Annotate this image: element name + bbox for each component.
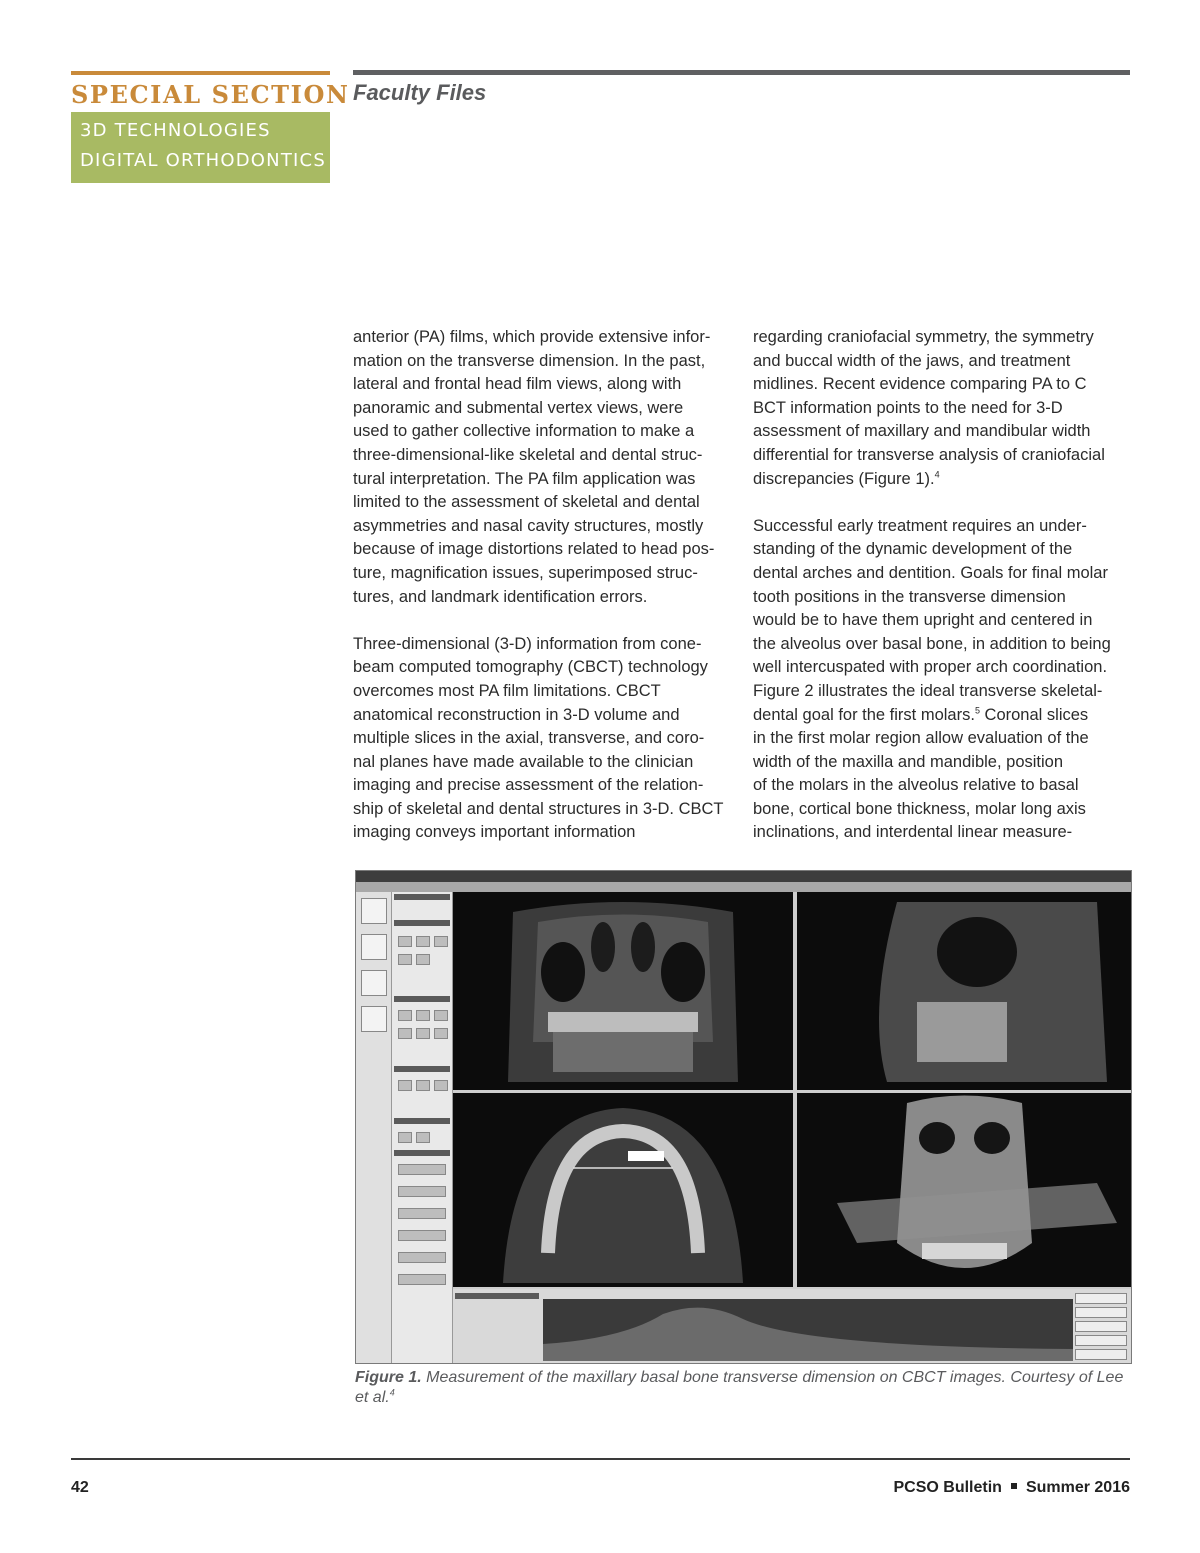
reference-marker: 4 — [389, 1387, 395, 1398]
skull-3d-render — [797, 1093, 1131, 1287]
figure-mini-icon — [398, 1028, 412, 1039]
text-line: of the molars in the alveolus relative to basal — [753, 776, 1079, 795]
publication-name: PCSO Bulletin — [893, 1479, 1002, 1496]
text-line: imaging and precise assessment of the relation- — [353, 776, 704, 795]
paragraph-gap — [353, 609, 733, 633]
figure-caption — [355, 1368, 1135, 1408]
text-line: nal planes have made available to the clinician — [353, 752, 694, 771]
figure-mini-icon — [398, 936, 412, 947]
figure-mini-icon — [434, 1028, 448, 1039]
coronal-slice-image — [453, 892, 793, 1090]
paragraph-gap — [753, 491, 1133, 515]
text-line: in the first molar region allow evaluation of the — [753, 729, 1089, 748]
figure-histogram — [543, 1299, 1073, 1361]
text-line: regarding craniofacial symmetry, the symmetry — [753, 328, 1094, 346]
figure-mini-icon — [416, 1132, 430, 1143]
figure-button-column — [1075, 1293, 1131, 1363]
text-line: Three-dimensional (3-D) information from cone- — [353, 634, 702, 653]
text-line: tural interpretation. The PA film application was — [353, 469, 696, 488]
figure-toolbar — [356, 882, 1131, 892]
sagittal-slice-image — [797, 892, 1131, 1090]
figure-viewport-coronal — [453, 892, 793, 1090]
text-line: beam computed tomography (CBCT) technology — [353, 658, 708, 677]
figure-mini-icon — [416, 1080, 430, 1091]
text-line: BCT information points to the need for 3-D — [753, 398, 1063, 417]
footer-rule — [71, 1458, 1130, 1460]
figure-mini-icon — [398, 1010, 412, 1021]
figure-viewport-3d — [797, 1093, 1131, 1287]
figure-mini-button — [1075, 1335, 1127, 1346]
figure-mini-icon — [398, 1164, 446, 1175]
text-line: ship of skeletal and dental structures in 3-D. CBCT — [353, 799, 724, 818]
figure-panel-header — [394, 1150, 450, 1156]
section-topic-box — [71, 112, 330, 183]
text-line — [753, 468, 1133, 492]
text-line: would be to have them upright and centered in — [753, 611, 1093, 630]
separator-square-icon — [1011, 1483, 1017, 1489]
figure-mini-button — [1075, 1321, 1127, 1332]
figure-viewport-axial — [453, 1093, 793, 1287]
figure-tool-icon — [361, 934, 387, 960]
text-line: standing of the dynamic development of the — [753, 540, 1073, 559]
column-title: Faculty Files — [353, 80, 487, 105]
figure-mini-icon — [398, 1132, 412, 1143]
text-line: differential for transverse analysis of craniofacial — [753, 445, 1105, 464]
text-line-body: dental goal for the first molars. — [753, 705, 975, 724]
text-line: multiple slices in the axial, transverse, and coro- — [353, 729, 705, 748]
figure-mini-button — [1075, 1349, 1127, 1360]
text-line: Figure 2 illustrates the ideal transverse skeletal- — [753, 681, 1103, 700]
text-line: Successful early treatment requires an under- — [753, 516, 1087, 535]
figure-mini-icon — [434, 1080, 448, 1091]
text-line: mation on the transverse dimension. In the past, — [353, 351, 706, 370]
special-section-label: SPECIAL SECTION — [71, 80, 350, 109]
figure-mini-icon — [416, 1010, 430, 1021]
figure-window-titlebar — [356, 871, 1131, 882]
text-line: well intercuspated with proper arch coordination. — [753, 658, 1108, 677]
figure-caption-label: Figure 1. — [355, 1369, 422, 1386]
figure-mini-icon — [416, 1028, 430, 1039]
figure-mini-icon — [398, 1252, 446, 1263]
issue-name: Summer 2016 — [1025, 1479, 1130, 1496]
figure-panel-header — [455, 1293, 539, 1299]
topic-line-2: DIGITAL ORTHODONTICS — [80, 150, 326, 171]
text-line: overcomes most PA film limitations. CBCT — [353, 681, 661, 700]
figure-mini-icon — [434, 1010, 448, 1021]
histogram-curve — [543, 1299, 1073, 1361]
text-line: tures, and landmark identification errors. — [353, 587, 648, 606]
text-line: lateral and frontal head film views, along with — [353, 375, 682, 394]
reference-marker: 4 — [934, 469, 940, 480]
figure-viewport-sagittal — [797, 892, 1131, 1090]
text-line: the alveolus over basal bone, in addition to being — [753, 634, 1111, 653]
text-line: midlines. Recent evidence comparing PA to C — [753, 375, 1087, 394]
topic-line-1: 3D TECHNOLOGIES — [80, 120, 271, 141]
figure-mini-button — [1075, 1293, 1127, 1304]
text-line: assessment of maxillary and mandibular width — [753, 422, 1091, 441]
figure-tool-icon — [361, 898, 387, 924]
figure-panel-header — [394, 894, 450, 900]
text-line: limited to the assessment of skeletal and dental — [353, 493, 700, 512]
text-line: tooth positions in the transverse dimension — [753, 587, 1066, 606]
figure-mini-icon — [398, 1274, 446, 1285]
figure-panel-header — [394, 1066, 450, 1072]
figure-mini-button — [1075, 1307, 1127, 1318]
figure-tool-icon — [361, 1006, 387, 1032]
column-rule — [353, 70, 1130, 75]
text-line-body: discrepancies (Figure 1). — [753, 469, 935, 488]
figure-tool-icon — [361, 970, 387, 996]
figure-mini-icon — [398, 1208, 446, 1219]
text-line — [753, 704, 1133, 728]
figure-left-iconbar — [356, 892, 392, 1363]
page-number: 42 — [71, 1479, 89, 1496]
figure-caption-text: Measurement of the maxillary basal bone transverse dimension on CBCT images. Courtesy of Lee et al. — [355, 1369, 1124, 1406]
text-line: imaging conveys important information — [353, 823, 636, 842]
section-rule — [71, 71, 330, 75]
figure-mini-icon — [398, 1080, 412, 1091]
figure-panel-header — [394, 920, 450, 926]
reference-marker: 5 — [974, 705, 980, 715]
text-line: used to gather collective information to make a — [353, 422, 695, 441]
figure-tool-panel — [392, 892, 453, 1363]
text-line: ture, magnification issues, superimposed struc- — [353, 563, 698, 582]
figure-filter-tuning-area — [453, 1289, 1131, 1363]
text-line: bone, cortical bone thickness, molar long axis — [753, 799, 1086, 818]
figure-mini-icon — [398, 1230, 446, 1241]
text-line: panoramic and submental vertex views, were — [353, 398, 684, 417]
text-line: dental arches and dentition. Goals for final molar — [753, 563, 1108, 582]
figure-panel-header — [394, 996, 450, 1002]
figure-mini-icon — [416, 954, 430, 965]
figure-mini-icon — [398, 1186, 446, 1197]
text-line: anterior (PA) films, which provide extensive infor- — [353, 328, 711, 346]
text-line: because of image distortions related to head pos- — [353, 540, 715, 559]
text-line: asymmetries and nasal cavity structures, mostly — [353, 516, 704, 535]
axial-slice-image — [453, 1093, 793, 1287]
figure-cbct-screenshot — [355, 870, 1132, 1364]
figure-mini-icon — [398, 954, 412, 965]
text-line: three-dimensional-like skeletal and dental struc- — [353, 445, 703, 464]
footer-publication — [870, 1479, 1130, 1497]
text-line: width of the maxilla and mandible, position — [753, 752, 1064, 771]
figure-panel-header — [394, 1118, 450, 1124]
body-column-right — [753, 326, 1133, 845]
text-line: and buccal width of the jaws, and treatment — [753, 351, 1071, 370]
figure-mini-icon — [434, 936, 448, 947]
text-line: inclinations, and interdental linear measure- — [753, 823, 1073, 842]
figure-mini-icon — [416, 936, 430, 947]
text-line-tail: Coronal slices — [979, 705, 1089, 724]
body-column-left — [353, 326, 733, 845]
text-line: anatomical reconstruction in 3-D volume and — [353, 705, 680, 724]
